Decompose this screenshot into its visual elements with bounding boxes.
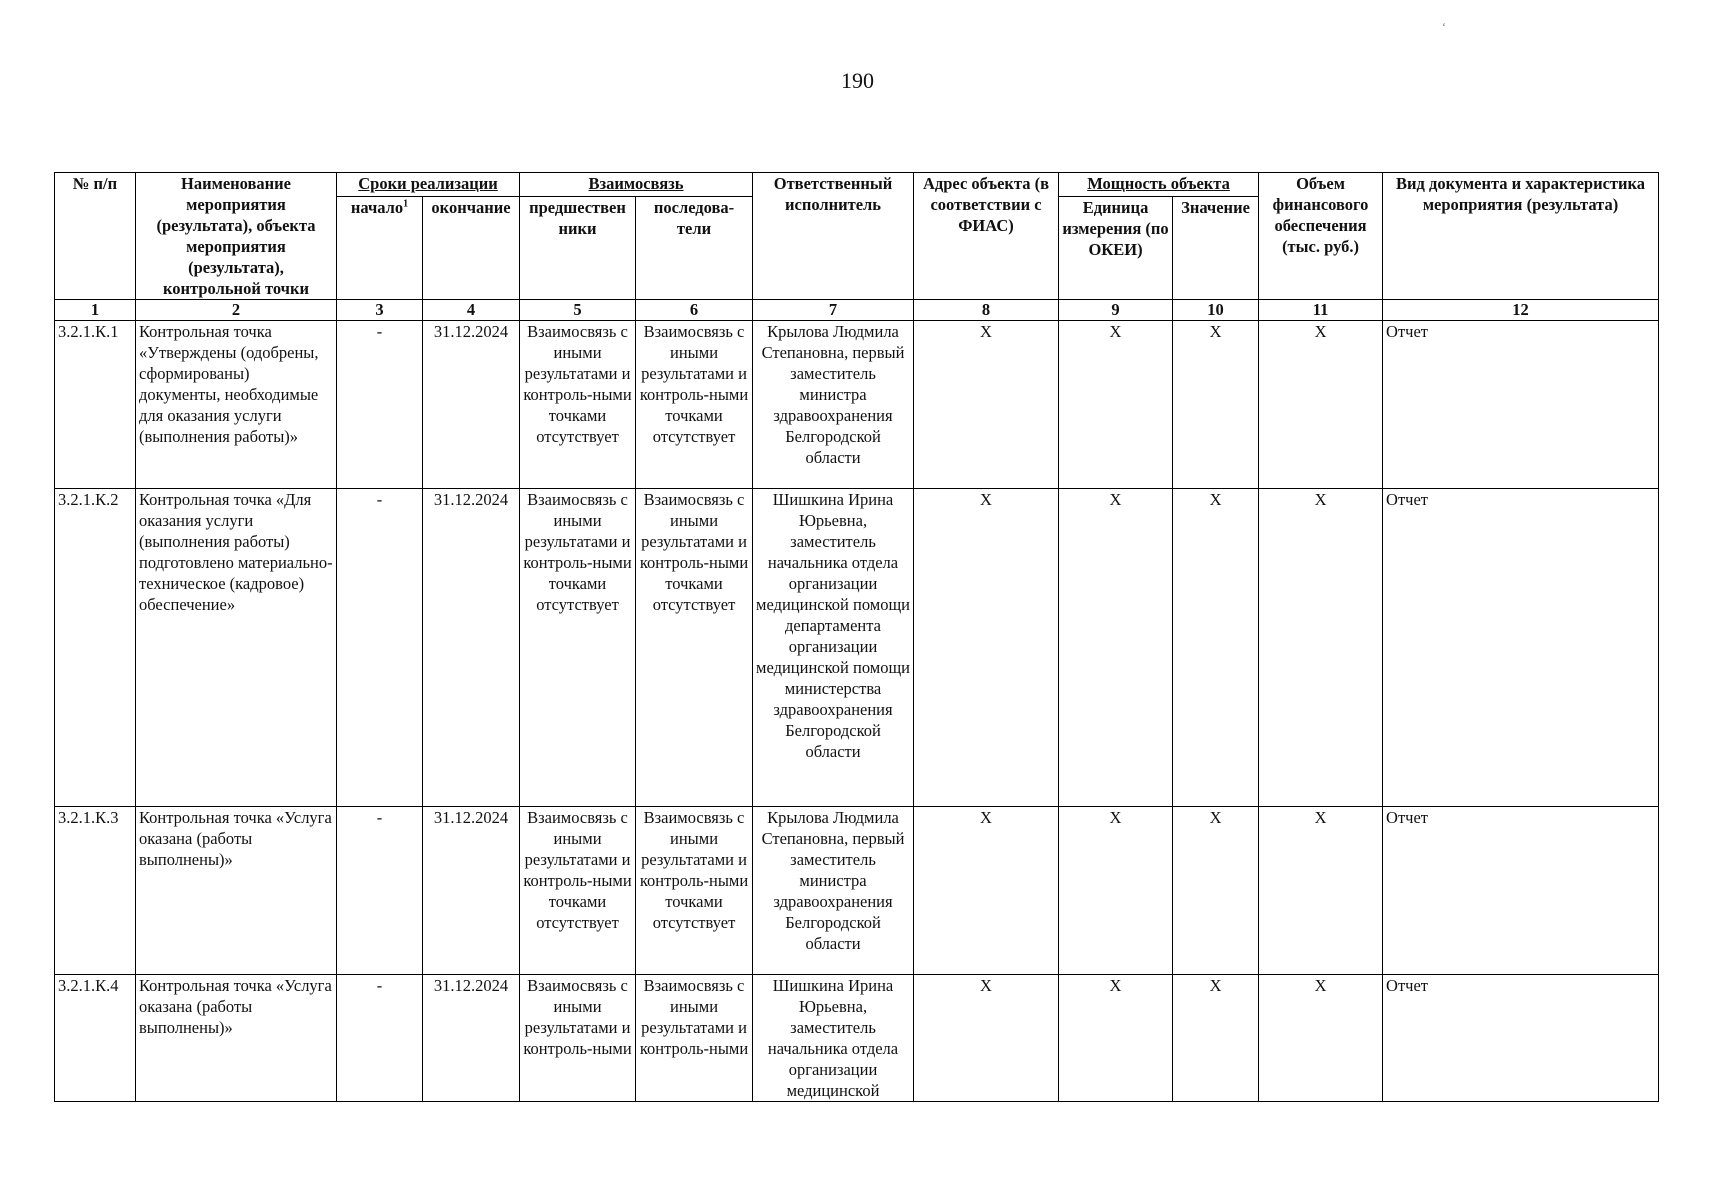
row-finance: Х: [1259, 489, 1383, 807]
row-successors: Взаимосвязь с иными результатами и контроль-ными точками отсутствует: [636, 807, 753, 975]
column-number: 8: [914, 300, 1059, 321]
header-number: № п/п: [55, 173, 136, 300]
row-finance: Х: [1259, 321, 1383, 489]
header-value: Значение: [1173, 197, 1259, 300]
row-value: Х: [1173, 807, 1259, 975]
header-finance: Объем финансового обеспечения (тыс. руб.): [1259, 173, 1383, 300]
page-number: 190: [841, 68, 874, 93]
header-terms-group: Сроки реализации: [337, 173, 520, 197]
row-document: Отчет: [1383, 489, 1659, 807]
row-name: Контрольная точка «Услуга оказана (работы выполнены)»: [136, 975, 337, 1102]
header-predecessors: предшествен ники: [520, 197, 636, 300]
row-end: 31.12.2024: [423, 321, 520, 489]
row-unit: Х: [1059, 807, 1173, 975]
column-number: 6: [636, 300, 753, 321]
row-name: Контрольная точка «Для оказания услуги (выполнения работы) подготовлено материально-техническое (кадровое) обеспечение»: [136, 489, 337, 807]
row-responsible: Крылова Людмила Степановна, первый заместитель министра здравоохранения Белгородской области: [753, 321, 914, 489]
row-value: Х: [1173, 975, 1259, 1102]
column-number: 9: [1059, 300, 1173, 321]
column-number: 3: [337, 300, 423, 321]
table-row: [55, 975, 1659, 1102]
column-number: 2: [136, 300, 337, 321]
header-end: окончание: [423, 197, 520, 300]
header-links-group: Взаимосвязь: [520, 173, 753, 197]
row-start: -: [337, 321, 423, 489]
row-predecessors: Взаимосвязь с иными результатами и контроль-ными точками отсутствует: [520, 489, 636, 807]
row-name: Контрольная точка «Услуга оказана (работы выполнены)»: [136, 807, 337, 975]
row-end: 31.12.2024: [423, 975, 520, 1102]
header-responsible: Ответственный исполнитель: [753, 173, 914, 300]
header-document: Вид документа и характеристика мероприятия (результата): [1383, 173, 1659, 300]
row-responsible: Шишкина Ирина Юрьевна, заместитель начальника отдела организации медицинской: [753, 975, 914, 1102]
row-code: 3.2.1.К.1: [55, 321, 136, 489]
row-document: Отчет: [1383, 807, 1659, 975]
row-start: -: [337, 489, 423, 807]
row-start: -: [337, 975, 423, 1102]
header-power-group: Мощность объекта: [1059, 173, 1259, 197]
row-finance: Х: [1259, 807, 1383, 975]
row-address: Х: [914, 489, 1059, 807]
row-name: Контрольная точка «Утверждены (одобрены, сформированы) документы, необходимые для оказания услуги (выполнения работы)»: [136, 321, 337, 489]
row-value: Х: [1173, 321, 1259, 489]
row-predecessors: Взаимосвязь с иными результатами и контроль-ными: [520, 975, 636, 1102]
column-numbers-row: [55, 300, 1659, 321]
row-unit: Х: [1059, 321, 1173, 489]
row-document: Отчет: [1383, 975, 1659, 1102]
table-row: [55, 807, 1659, 975]
row-finance: Х: [1259, 975, 1383, 1102]
column-number: 10: [1173, 300, 1259, 321]
column-number: 7: [753, 300, 914, 321]
table-row: [55, 321, 1659, 489]
row-end: 31.12.2024: [423, 807, 520, 975]
header-name: Наименование мероприятия (результата), объекта мероприятия (результата), контрольной точки: [136, 173, 337, 300]
row-address: Х: [914, 321, 1059, 489]
column-number: 11: [1259, 300, 1383, 321]
row-predecessors: Взаимосвязь с иными результатами и контроль-ными точками отсутствует: [520, 321, 636, 489]
row-successors: Взаимосвязь с иными результатами и контроль-ными: [636, 975, 753, 1102]
row-unit: Х: [1059, 489, 1173, 807]
row-responsible: Шишкина Ирина Юрьевна, заместитель начальника отдела организации медицинской помощи департамента организации медицинской помощи министерства здравоохранения Белгородской области: [753, 489, 914, 807]
row-code: 3.2.1.К.2: [55, 489, 136, 807]
control-points-table: [54, 172, 1659, 1102]
table-row: [55, 489, 1659, 807]
row-value: Х: [1173, 489, 1259, 807]
column-number: 1: [55, 300, 136, 321]
column-number: 4: [423, 300, 520, 321]
row-successors: Взаимосвязь с иными результатами и контроль-ными точками отсутствует: [636, 321, 753, 489]
corner-mark: ‘: [1442, 20, 1446, 34]
row-start: -: [337, 807, 423, 975]
row-address: Х: [914, 807, 1059, 975]
header-address: Адрес объекта (в соответствии с ФИАС): [914, 173, 1059, 300]
row-predecessors: Взаимосвязь с иными результатами и контроль-ными точками отсутствует: [520, 807, 636, 975]
row-document: Отчет: [1383, 321, 1659, 489]
row-address: Х: [914, 975, 1059, 1102]
header-start: начало$^1$: [337, 197, 423, 300]
column-number: 5: [520, 300, 636, 321]
row-successors: Взаимосвязь с иными результатами и контроль-ными точками отсутствует: [636, 489, 753, 807]
row-responsible: Крылова Людмила Степановна, первый заместитель министра здравоохранения Белгородской области: [753, 807, 914, 975]
row-unit: Х: [1059, 975, 1173, 1102]
header-unit: Единица измерения (по ОКЕИ): [1059, 197, 1173, 300]
row-code: 3.2.1.К.3: [55, 807, 136, 975]
header-successors: последова-тели: [636, 197, 753, 300]
row-code: 3.2.1.К.4: [55, 975, 136, 1102]
row-end: 31.12.2024: [423, 489, 520, 807]
column-number: 12: [1383, 300, 1659, 321]
header-row-1: [55, 173, 1659, 197]
